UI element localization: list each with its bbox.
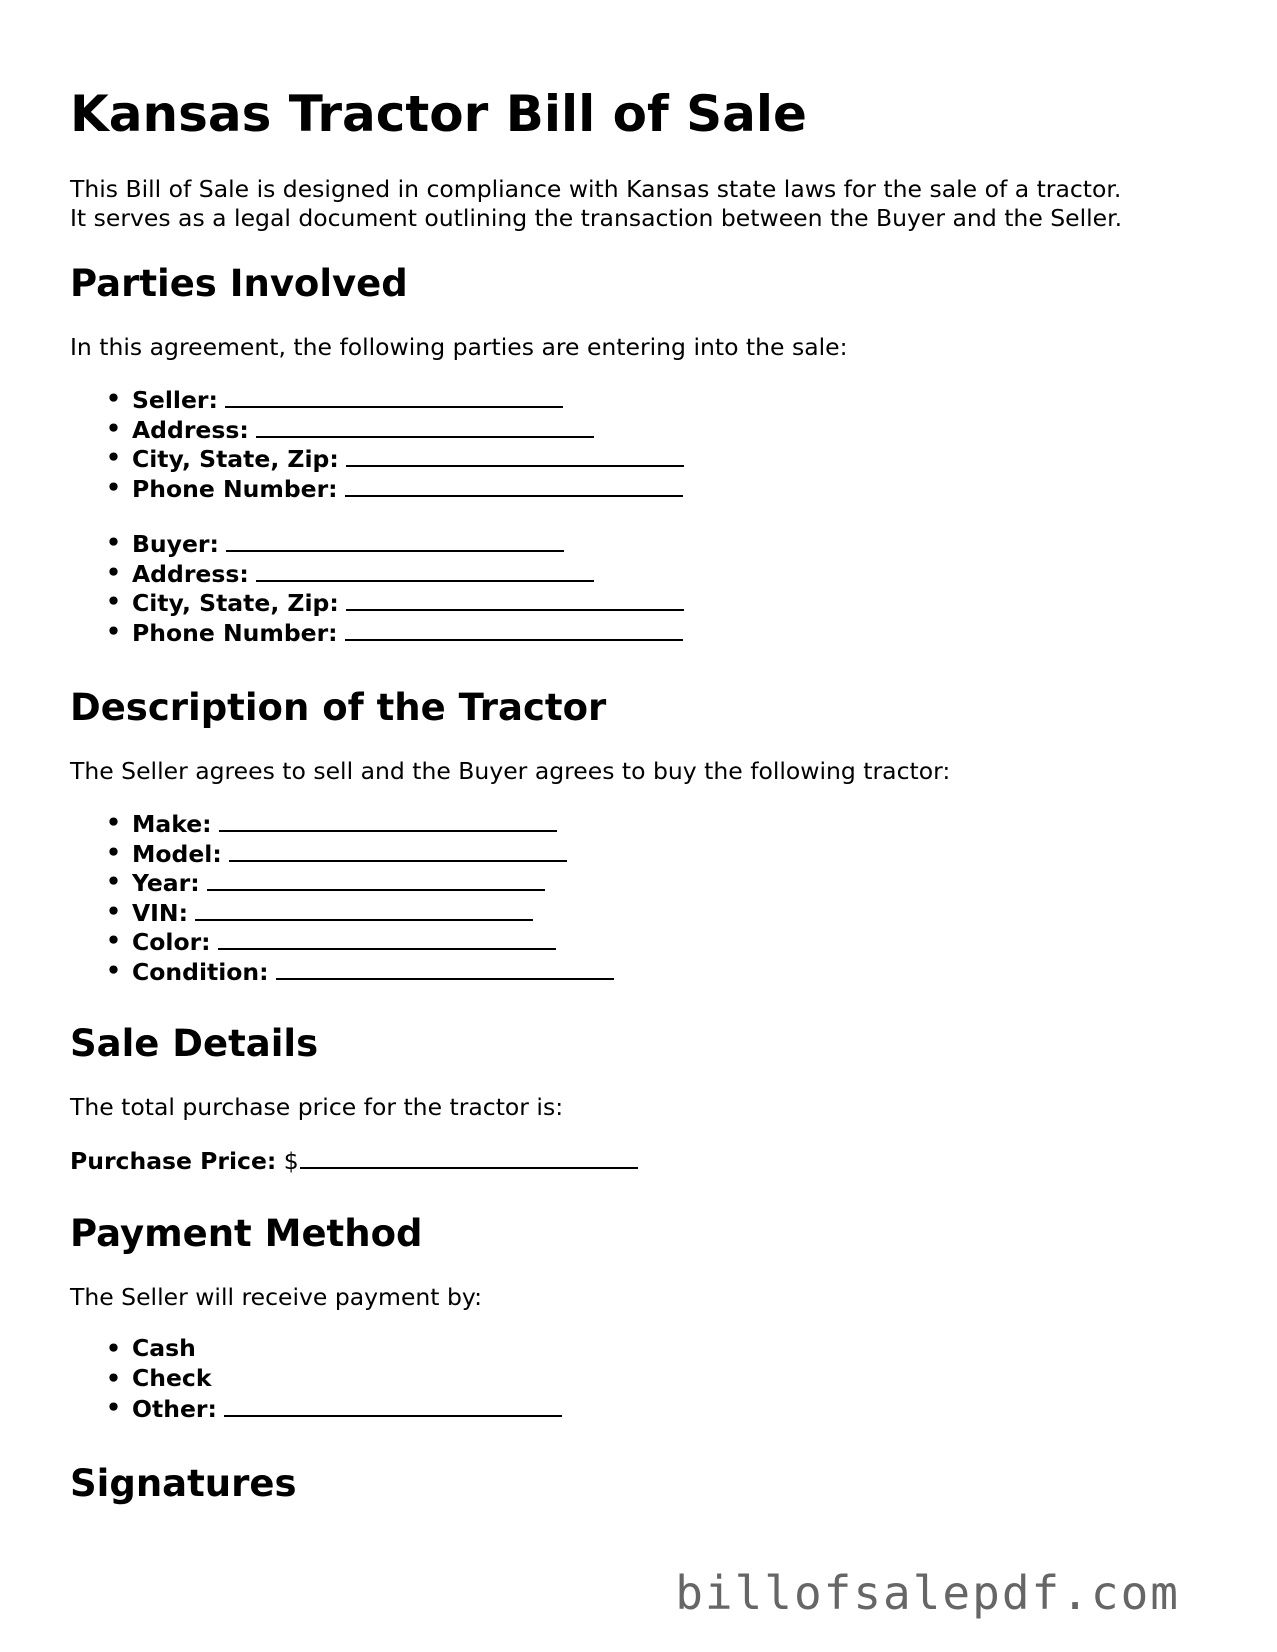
blank-line bbox=[218, 926, 556, 950]
field-label: Seller: bbox=[132, 386, 218, 414]
field-label: Phone Number: bbox=[132, 474, 338, 503]
bullet-icon: • bbox=[106, 896, 122, 925]
bullet-icon: • bbox=[106, 557, 122, 586]
field-label: Condition: bbox=[132, 957, 269, 986]
payment-option-other bbox=[70, 1393, 562, 1423]
seller-address-field bbox=[70, 414, 684, 444]
blank-line bbox=[345, 617, 683, 641]
tractor-year-field bbox=[70, 867, 614, 897]
bullet-icon: • bbox=[106, 1334, 122, 1362]
blank-line bbox=[300, 1145, 638, 1169]
blank-line bbox=[226, 528, 564, 552]
bullet-icon: • bbox=[106, 955, 122, 984]
seller-city-state-zip-field bbox=[70, 443, 684, 473]
tractor-color-field bbox=[70, 926, 614, 956]
bullet-icon: • bbox=[106, 472, 122, 501]
sale-heading: Sale Details bbox=[70, 1022, 319, 1065]
currency-symbol: $ bbox=[283, 1147, 299, 1175]
field-label: Phone Number: bbox=[132, 618, 338, 647]
payment-heading: Payment Method bbox=[70, 1212, 423, 1255]
field-label: VIN: bbox=[132, 898, 188, 927]
bullet-icon: • bbox=[106, 384, 122, 412]
bullet-icon: • bbox=[106, 587, 122, 616]
blank-line bbox=[229, 838, 567, 862]
payment-option-check bbox=[70, 1364, 562, 1394]
payment-text: The Seller will receive payment by: bbox=[70, 1283, 483, 1311]
payment-options-list bbox=[70, 1334, 562, 1423]
purchase-price-field bbox=[70, 1145, 638, 1176]
tractor-model-field bbox=[70, 838, 614, 868]
option-label: Cash bbox=[132, 1334, 196, 1362]
tractor-condition-field bbox=[70, 956, 614, 986]
sale-text: The total purchase price for the tractor is: bbox=[70, 1093, 564, 1121]
buyer-phone-field bbox=[70, 617, 684, 647]
field-label: Model: bbox=[132, 839, 222, 868]
field-label: Buyer: bbox=[132, 530, 219, 558]
seller-name-field bbox=[70, 384, 684, 414]
field-label: City, State, Zip: bbox=[132, 589, 339, 618]
bullet-icon: • bbox=[106, 443, 122, 472]
blank-line bbox=[207, 867, 545, 891]
blank-line bbox=[256, 558, 594, 582]
buyer-name-field bbox=[70, 528, 684, 558]
blank-line bbox=[195, 897, 533, 921]
bullet-icon: • bbox=[106, 808, 122, 836]
blank-line bbox=[346, 587, 684, 611]
tractor-fields-list bbox=[70, 808, 614, 986]
bullet-icon: • bbox=[106, 926, 122, 955]
seller-fields-list bbox=[70, 384, 684, 502]
blank-line bbox=[346, 443, 684, 467]
buyer-address-field bbox=[70, 558, 684, 588]
seller-phone-field bbox=[70, 473, 684, 503]
tractor-vin-field bbox=[70, 897, 614, 927]
bullet-icon: • bbox=[106, 867, 122, 896]
payment-option-cash bbox=[70, 1334, 562, 1364]
blank-line bbox=[224, 1393, 562, 1417]
blank-line bbox=[219, 808, 557, 832]
watermark: billofsalepdf.com bbox=[675, 1566, 1180, 1620]
tractor-heading: Description of the Tractor bbox=[70, 686, 607, 729]
bullet-icon: • bbox=[106, 1393, 122, 1422]
bullet-icon: • bbox=[106, 837, 122, 866]
signatures-heading: Signatures bbox=[70, 1462, 297, 1505]
intro-line-1: This Bill of Sale is designed in compliance with Kansas state laws for the sale of a tractor. bbox=[70, 175, 1122, 203]
blank-line bbox=[345, 473, 683, 497]
parties-heading: Parties Involved bbox=[70, 262, 408, 305]
document-title: Kansas Tractor Bill of Sale bbox=[70, 85, 807, 143]
tractor-text: The Seller agrees to sell and the Buyer agrees to buy the following tractor: bbox=[70, 757, 951, 785]
field-label: Color: bbox=[132, 928, 211, 957]
buyer-fields-list bbox=[70, 528, 684, 646]
field-label: City, State, Zip: bbox=[132, 445, 339, 474]
bullet-icon: • bbox=[106, 1363, 122, 1392]
purchase-price-label: Purchase Price: bbox=[70, 1147, 277, 1175]
field-label: Make: bbox=[132, 810, 212, 838]
field-label: Year: bbox=[132, 869, 200, 898]
blank-line bbox=[276, 956, 614, 980]
intro-line-2: It serves as a legal document outlining the transaction between the Buyer and the Seller. bbox=[70, 204, 1123, 232]
blank-line bbox=[225, 384, 563, 408]
blank-line bbox=[256, 414, 594, 438]
buyer-city-state-zip-field bbox=[70, 587, 684, 617]
parties-text: In this agreement, the following parties are entering into the sale: bbox=[70, 333, 848, 361]
field-label: Address: bbox=[132, 559, 249, 588]
bullet-icon: • bbox=[106, 616, 122, 645]
bullet-icon: • bbox=[106, 528, 122, 556]
tractor-make-field bbox=[70, 808, 614, 838]
option-label: Check bbox=[132, 1363, 212, 1392]
bullet-icon: • bbox=[106, 413, 122, 442]
option-label: Other: bbox=[132, 1395, 217, 1424]
field-label: Address: bbox=[132, 415, 249, 444]
